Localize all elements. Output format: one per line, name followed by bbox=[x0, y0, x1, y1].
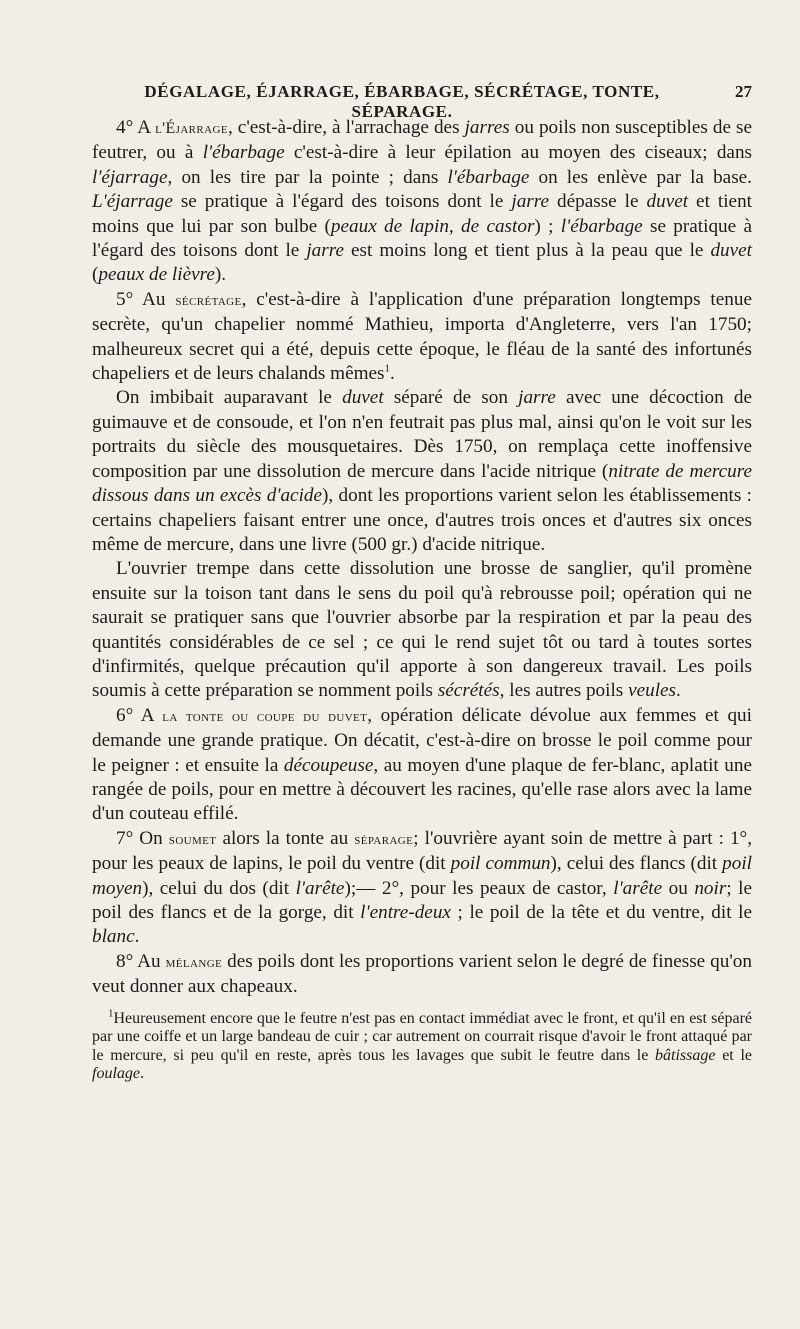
running-header bbox=[92, 82, 752, 121]
footnote: $^1$Heureusement encore que le feutre n'est pas en contact immédiat avec le front, et qu'il en est séparé par une coiffe et un large bandeau de cuir ; car autrement on courrait risque d'avoir le front attaqué par le mercure, si peu qu'il en reste, après tous les lavages que subit le feutre dans le bâtissage et le foulage. bbox=[92, 1007, 753, 1083]
paragraph-secretage: 5° Au sécrétage, c'est-à-dire à l'application d'une préparation longtemps tenue secrète, qu'un chapelier nommé Mathieu, importa d'Angleterre, vers l'an 1750; malheureux secret qui a été, depuis cette époque, le fléau de la santé des infortunés chapeliers et de leurs chalands mêmes$^1$. bbox=[92, 288, 752, 385]
paragraph-imbibait: On imbibait auparavant le duvet séparé de son jarre avec une décoction de guimauve et de consoude, et l'on n'en feutrait pas plus mal, ainsi qu'on le voit sur les portraits du siècle des mousquetaires. Dès 1750, on remplaça cette inoffensive composition par une dissolution de mercure dans l'acide nitrique (nitrate de mercure dissous dans un excès d'acide), dont les proportions varient selon les établissements : certains chapeliers faisant entrer une once, d'autres trois onces et d'autres six onces même de mercure, dans une livre (500 gr.) d'acide nitrique. bbox=[92, 387, 753, 555]
paragraph-melange: 8° Au mélange des poils dont les proportions varient selon le degré de finesse qu'on veut donner aux chapeaux. bbox=[92, 950, 752, 998]
page-number: 27 bbox=[735, 82, 752, 101]
paragraph-tonte: 6° A la tonte ou coupe du duvet, opération délicate dévolue aux femmes et qui demande une grande pratique. On décatit, c'est-à-dire on brosse le poil comme pour le peigner : et ensuite la découpeuse, au moyen d'une plaque de fer-blanc, aplatit une rangée de poils, pour en mettre à découvert les racines, qu'elle rase alors avec la lame d'un couteau effilé. bbox=[92, 704, 752, 825]
paragraph-ouvrier: L'ouvrier trempe dans cette dissolution une brosse de sanglier, qu'il promène ensuite sur la toison tant dans le sens du poil qu'à rebrousse poil; opération qui ne saurait se pratiquer sans que l'ouvrier absorbe par la respiration et par la peau des quantités considérables de ce sel ; ce qui le rend sujet tôt ou tard à toutes sortes d'infirmités, quelque précaution qu'il apporte à son dangereux travail. Les poils soumis à cette préparation se nomment poils sécrétés, les autres poils veules. bbox=[92, 558, 752, 702]
main-text bbox=[92, 116, 752, 1000]
footnote-separator bbox=[92, 1000, 752, 1010]
paragraph-ejarrage: 4° A l'Éjarrage, c'est-à-dire, à l'arrachage des jarres ou poils non susceptibles de se feutrer, ou à l'ébarbage c'est-à-dire à leur épilation au moyen des ciseaux; dans l'éjarrage, on les tire par la pointe ; dans l'ébarbage on les enlève par la base. L'éjarrage se pratique à l'égard des toisons dont le jarre dépasse le duvet et tient moins que lui par son bulbe (peaux de lapin, de castor) ; l'ébarbage se pratique à l'égard des toisons dont le jarre est moins long et tient plus à la peau que le duvet (peaux de lièvre). bbox=[92, 117, 753, 286]
paragraph-separage: 7° On soumet alors la tonte au séparage; l'ouvrière ayant soin de mettre à part : 1°, pour les peaux de lapins, le poil du ventre (dit poil commun), celui des flancs (dit poil moyen), celui du dos (dit l'arête);— 2°, pour les peaux de castor, l'arête ou noir; le poil des flancs et de la gorge, dit l'entre-deux ; le poil de la tête et du ventre, dit le blanc. bbox=[92, 827, 753, 948]
footnote-ref[interactable]: 1 bbox=[384, 362, 390, 375]
header-title: DÉGALAGE, ÉJARRAGE, ÉBARBAGE, SÉCRÉTAGE, TONTE, SÉPARAGE. bbox=[144, 82, 660, 121]
footnote-marker: 1 bbox=[108, 1007, 114, 1020]
